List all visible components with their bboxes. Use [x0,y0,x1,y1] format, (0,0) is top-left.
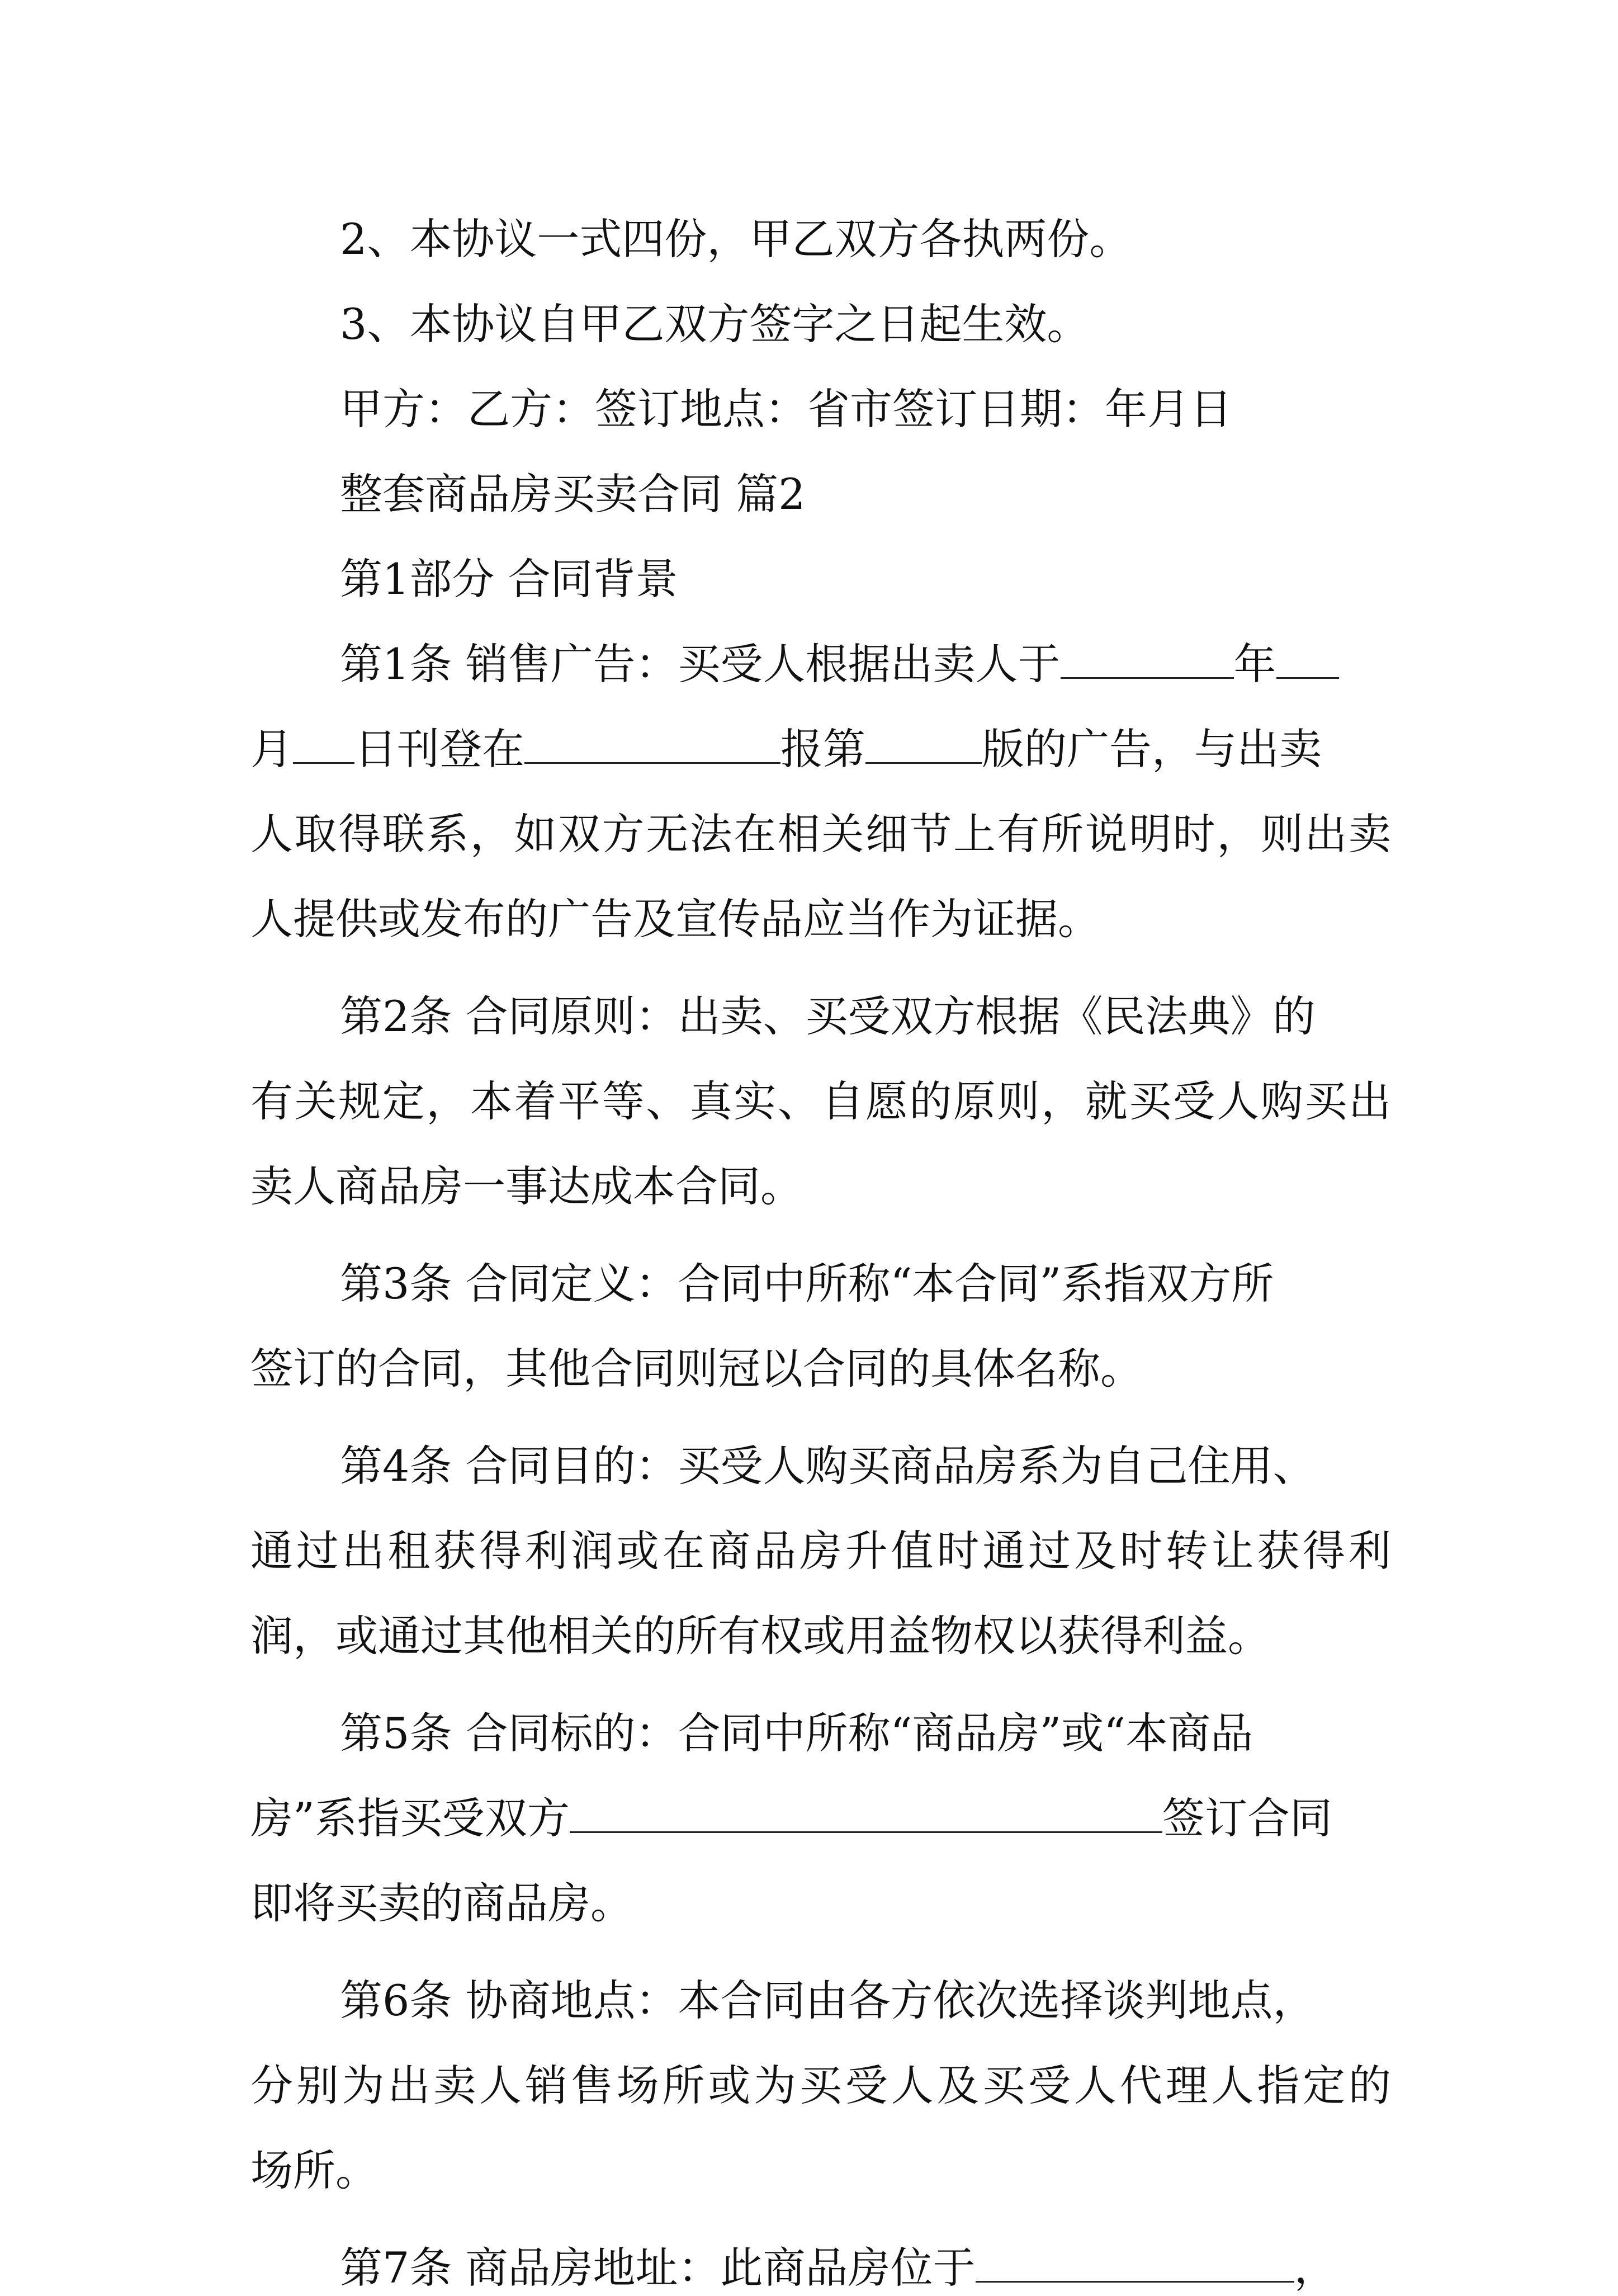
article-2-line-3: 卖人商品房一事达成本合同。 [250,1161,803,1211]
article-6-line-2: 分别为出卖人销售场所或为买受人及买受人代理人指定的 [250,2061,1391,2110]
address-blank[interactable] [976,2246,1294,2283]
article-1-text-a: 第1条 销售广告：买受人根据出卖人于 [340,639,1061,689]
clause-effective: 3、本协议自甲乙双方签字之日起生效。 [340,299,1090,349]
clause-copies: 2、本协议一式四份，甲乙双方各执两份。 [340,214,1132,264]
article-5-line-2 [250,1790,1332,1846]
article-5-text-a: 房”系指买受双方 [250,1793,570,1843]
article-1-line-2 [250,721,1322,777]
article-1-text-c: 月 [250,724,293,774]
article-1-line-3: 人取得联系，如双方无法在相关细节上有所说明时，则出卖 [250,809,1391,859]
article-3-line-2: 签订的合同，其他合同则冠以合同的具体名称。 [250,1344,1143,1393]
article-2-line-2: 有关规定，本着平等、真实、自愿的原则，就买受人购买出 [250,1076,1391,1126]
month-blank[interactable] [1276,642,1339,679]
newspaper-blank[interactable] [524,727,780,764]
article-5-line-3: 即将买卖的商品房。 [250,1878,633,1928]
article-1-text-f: 版的广告，与出卖 [982,724,1322,774]
article-1-text-b: 年 [1233,639,1276,689]
article-6-line-1: 第6条 协商地点：本合同由各方依次选择谈判地点， [340,1976,1316,2025]
article-1-text-e: 报第 [780,724,865,774]
year-blank[interactable] [1061,642,1234,679]
article-5-text-b: 签订合同 [1162,1793,1332,1843]
article-1-line-4: 人提供或发布的广告及宣传品应当作为证据。 [250,894,1100,944]
article-4-line-2: 通过出租获得利润或在商品房升值时通过及时转让获得利 [250,1526,1391,1576]
day-blank[interactable] [293,727,354,764]
article-7-line-1 [340,2240,1337,2296]
page-number-blank[interactable] [865,727,982,764]
article-5-line-1: 第5条 合同标的：合同中所称“商品房”或“本商品 [340,1708,1253,1758]
article-7-text-a: 第7条 商品房地址：此商品房位于 [340,2243,976,2293]
signature-line: 甲方：乙方：签订地点：省市签订日期：年月日 [340,384,1232,434]
parties-blank[interactable] [570,1797,1162,1833]
article-4-line-1: 第4条 合同目的：买受人购买商品房系为自己住用、 [340,1441,1316,1491]
article-1-line-1 [340,636,1339,692]
article-1-text-d: 日刊登在 [354,724,524,774]
section-title: 整套商品房买卖合同 篇2 [340,469,806,519]
article-2-line-1: 第2条 合同原则：出卖、买受双方根据《民法典》的 [340,991,1316,1041]
part-heading: 第1部分 合同背景 [340,554,678,604]
article-3-line-1: 第3条 合同定义：合同中所称“本合同”系指双方所 [340,1259,1274,1308]
article-4-line-3: 润，或通过其他相关的所有权或用益物权以获得利益。 [250,1611,1270,1661]
article-6-line-3: 场所。 [250,2146,378,2195]
article-7-text-b: ， [1294,2243,1337,2293]
